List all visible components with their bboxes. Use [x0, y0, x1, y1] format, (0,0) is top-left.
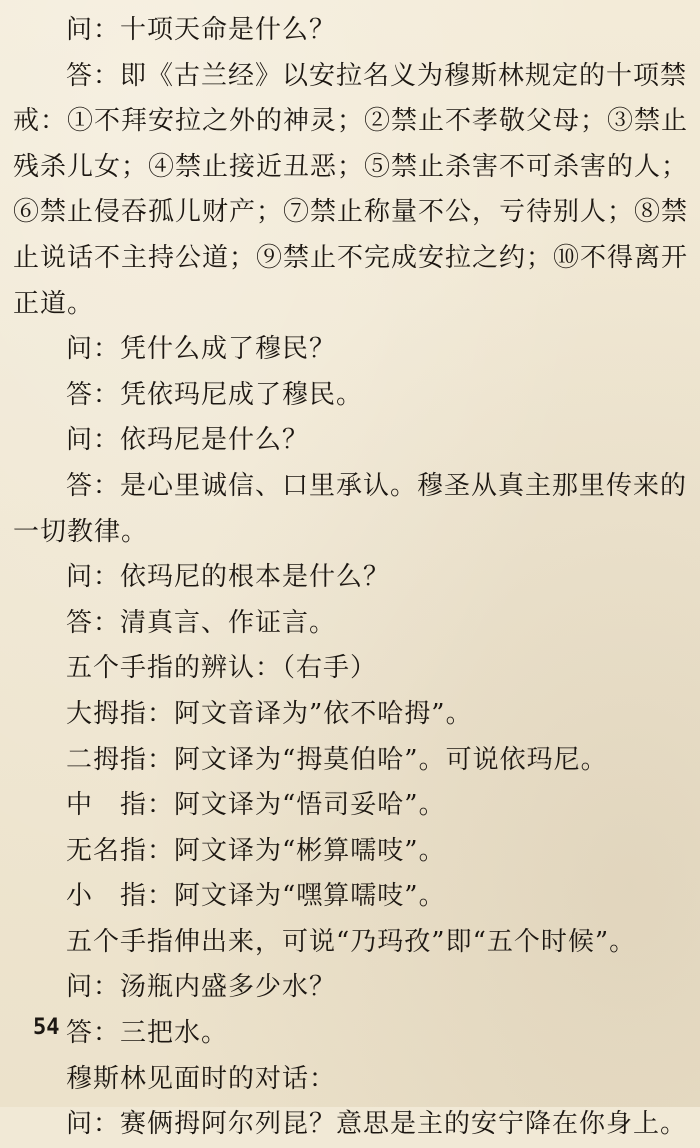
- page-body: [0, 8, 700, 1148]
- text-line: 答：三把水。: [66, 1018, 229, 1049]
- text-line: 大拇指：阿文音译为”依不哈拇”。: [66, 698, 473, 729]
- text-line: 中 指：阿文译为“悟司妥哈”。: [66, 790, 446, 821]
- text-line: 止说话不主持公道；⑨禁止不完成安拉之约；⑩不得离开: [13, 242, 689, 273]
- text-line: 穆斯林见面时的对话：: [66, 1063, 337, 1094]
- text-line: 戒：①不拜安拉之外的神灵；②禁止不孝敬父母；③禁止: [13, 106, 689, 137]
- text-line: 正道。: [13, 288, 95, 319]
- text-line: 答：清真言、作证言。: [66, 607, 337, 638]
- text-line: 五个手指伸出来，可说“乃玛孜”即“五个时候”。: [66, 926, 637, 957]
- text-line: 小 指：阿文译为“嘿算嚅吱”。: [66, 881, 446, 912]
- text-line: 无名指：阿文译为“彬算嚅吱”。: [66, 835, 446, 866]
- text-line: 问：依玛尼是什么？: [66, 425, 310, 456]
- text-line: 答：是心里诚信、口里承认。穆圣从真主那里传来的: [66, 470, 688, 501]
- text-line: 问：汤瓶内盛多少水？: [66, 972, 337, 1003]
- text-line: 二拇指：阿文译为“拇莫伯哈”。可说依玛尼。: [66, 744, 608, 775]
- text-line: ⑥禁止侵吞孤儿财产；⑦禁止称量不公，亏待别人；⑧禁: [13, 197, 689, 228]
- text-line: 答：凭依玛尼成了穆民。: [66, 379, 364, 410]
- text-line: 五个手指的辨认：（右手）: [66, 653, 378, 684]
- text-line: 问：凭什么成了穆民？: [66, 334, 337, 365]
- text-line: 问：赛俩拇阿尔列昆？意思是主的安宁降在你身上。: [66, 1109, 688, 1140]
- text-line: 残杀儿女；④禁止接近丑恶；⑤禁止杀害不可杀害的人；: [13, 151, 689, 182]
- page-number: 54: [33, 1015, 60, 1040]
- text-line: 问：十项天命是什么？: [66, 15, 337, 45]
- text-line: 答：即《古兰经》以安拉名义为穆斯林规定的十项禁: [66, 60, 688, 91]
- text-line: 问：依玛尼的根本是什么？: [66, 562, 391, 593]
- text-line: 一切教律。: [13, 516, 149, 547]
